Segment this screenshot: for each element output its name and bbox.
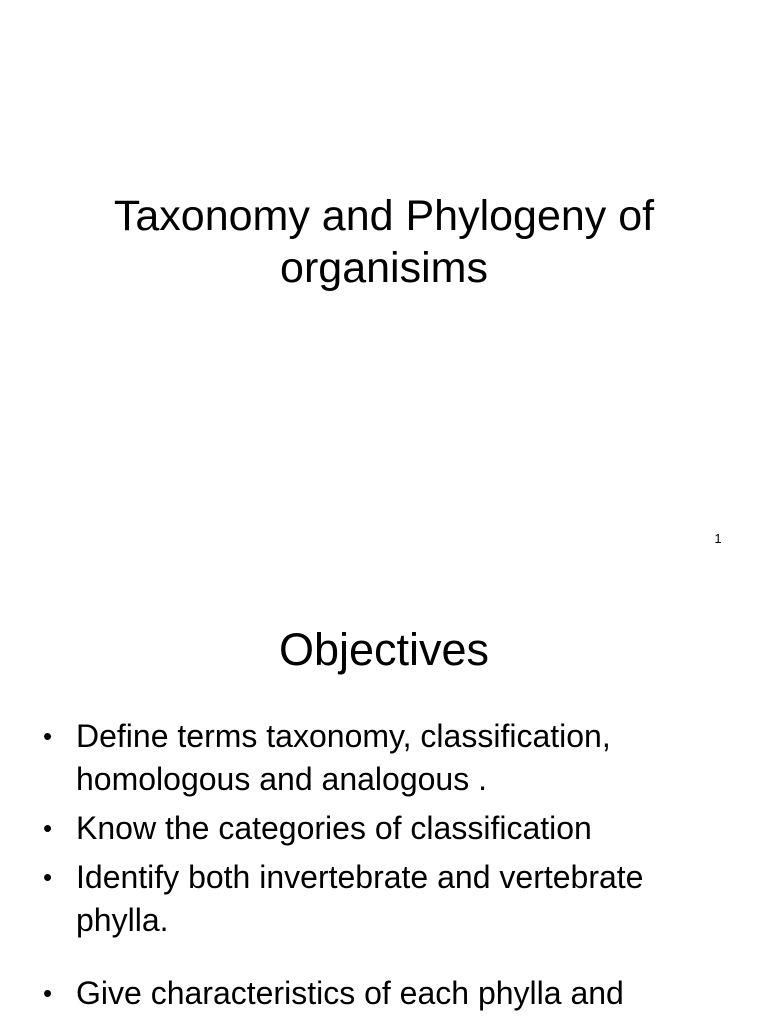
title-line-1: Taxonomy and Phylogeny of — [113, 192, 655, 240]
bullet-icon: • — [43, 978, 53, 1008]
bullet-text: Give characteristics of each phylla and — [76, 975, 624, 1011]
objectives-list — [40, 715, 720, 1021]
bullet-icon: • — [43, 862, 53, 892]
slide-objectives — [0, 575, 768, 1024]
title-line-2: organisims — [280, 244, 488, 292]
bullet-text: Know the categories of classification — [76, 810, 592, 846]
bullet-icon: • — [43, 813, 53, 843]
list-item — [40, 807, 720, 850]
list-item — [40, 972, 720, 1015]
bullet-icon: • — [43, 721, 53, 751]
list-item — [40, 856, 720, 942]
list-item — [40, 715, 720, 801]
presentation-title — [0, 190, 768, 294]
bullet-text: Define terms taxonomy, classification, homologous and analogous . — [76, 718, 611, 797]
objectives-title: Objectives — [278, 624, 490, 675]
bullet-text: Identify both invertebrate and vertebrate phylla. — [76, 859, 644, 938]
slide-number: 1 — [714, 531, 722, 546]
